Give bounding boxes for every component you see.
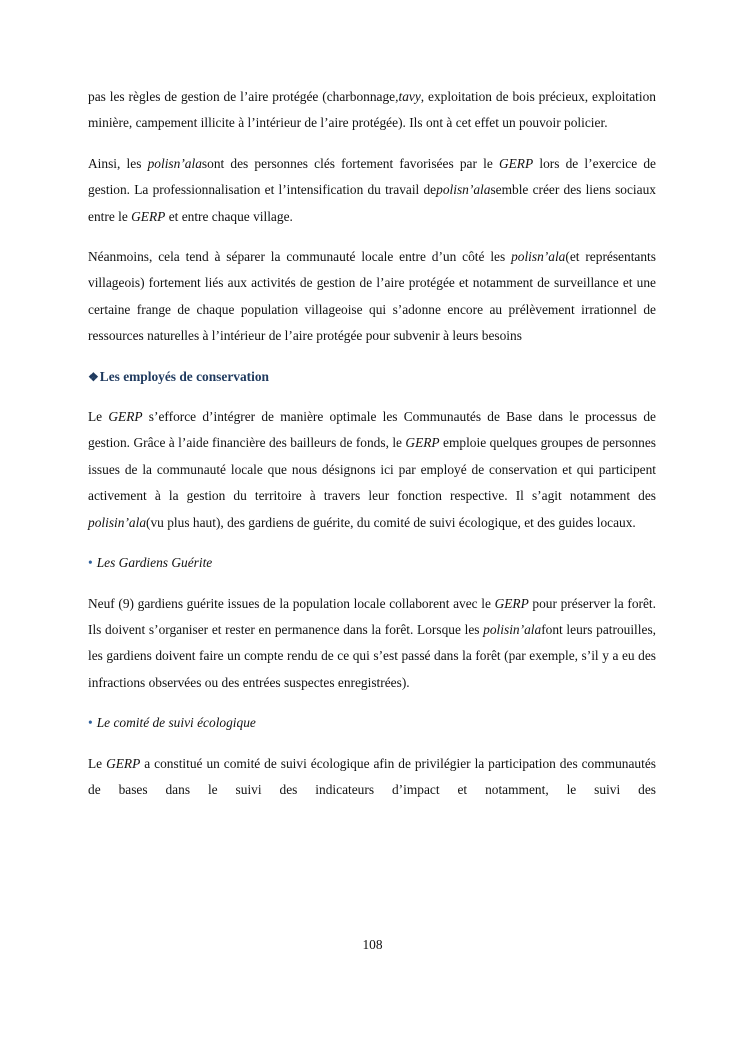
text-run: (et représentants villageois) fortement liés aux activités de gestion de l’aire protégée et notamment de surveillance et une certaine frange de chaque population villageoise qui s’adonne encore au prélèvement irrationnel de ressources naturelles à l’intérieur de l’aire protégée pour subvenir à leurs besoins [88, 249, 656, 344]
italic-term: polisn’ala [511, 249, 566, 265]
bullet-icon: • [88, 555, 93, 571]
italic-term: polisn’ala [147, 155, 202, 171]
italic-term: polisn’ala [436, 182, 491, 198]
italic-gerp: GERP [106, 755, 141, 771]
text-run: a constitué un comité de suivi écologique afin de privilégier la participation des communautés de bases dans le suivi des indicateurs d’impact et notamment, le suivi des [88, 755, 656, 797]
italic-gerp: GERP [405, 435, 440, 451]
italic-gerp: GERP [108, 409, 143, 425]
paragraph-6 [88, 751, 656, 804]
text-run: Neuf (9) gardiens guérite issues de la population locale collaborent avec le [88, 595, 495, 611]
page-number: 108 [362, 937, 383, 952]
text-run: semble créer des liens sociaux entre le [88, 182, 656, 224]
italic-gerp: GERP [131, 208, 166, 224]
italic-term: polisin’ala [483, 621, 542, 637]
text-run: , exploitation de bois précieux, exploitation minière, campement illicite à l’intérieur de l’aire protégée). Ils ont à cet effet un pouvoir policier. [88, 89, 656, 131]
text-run: (vu plus haut), des gardiens de guérite, du comité de suivi écologique, et des guides locaux. [146, 514, 636, 530]
text-run: pour préserver la forêt. Ils doivent s’organiser et rester en permanence dans la forêt. Lorsque les [88, 595, 656, 637]
text-run: sont des personnes clés fortement favorisées par le [201, 155, 499, 171]
text-run: Le [88, 409, 109, 425]
subsection-title: Les Gardiens Guérite [96, 555, 213, 571]
paragraph-2 [88, 151, 656, 230]
text-run: Ainsi, les [88, 155, 148, 171]
paragraph-3 [88, 244, 656, 350]
text-run: emploie quelques groupes de personnes issues de la communauté locale que nous désignons ici par employé de conservation et qui participent activement à la gestion du territoire à travers leur fonction respective. Il s’agit notamment des [88, 435, 656, 504]
subsection-gardiens [88, 550, 656, 576]
text-run: font leurs patrouilles, les gardiens doivent faire un compte rendu de ce qui s’est passé dans la forêt (par exemple, s’il y a eu des infractions observées ou des entrées suspectes enregistrées). [88, 621, 656, 690]
italic-gerp: GERP [494, 595, 529, 611]
italic-term: tavy [398, 89, 421, 104]
section-heading [88, 364, 656, 390]
text-run: et entre chaque village. [165, 208, 293, 224]
document-body [88, 84, 656, 803]
diamond-bullet-icon: ❖ [88, 369, 99, 384]
text-run: Le [88, 755, 107, 771]
subsection-comite [88, 710, 656, 736]
paragraph-4 [88, 404, 656, 536]
subsection-title: Le comité de suivi écologique [96, 715, 256, 731]
text-run: s’efforce d’intégrer de manière optimale les Communautés de Base dans le processus de gestion. Grâce à l’aide financière des bailleurs de fonds, le [88, 409, 656, 451]
paragraph-1 [88, 84, 656, 137]
text-run: pas les règles de gestion de l’aire protégée (charbonnage, [88, 89, 399, 104]
text-run: lors de l’exercice de gestion. La professionnalisation et l’intensification du travail de [88, 155, 657, 198]
paragraph-5 [88, 591, 656, 697]
italic-gerp: GERP [498, 155, 534, 171]
section-heading-text: Les employés de conservation [99, 368, 269, 384]
italic-term: polisin’ala [88, 514, 147, 530]
bullet-icon: • [88, 715, 93, 731]
text-run: Néanmoins, cela tend à séparer la communauté locale entre d’un côté les [88, 249, 512, 265]
